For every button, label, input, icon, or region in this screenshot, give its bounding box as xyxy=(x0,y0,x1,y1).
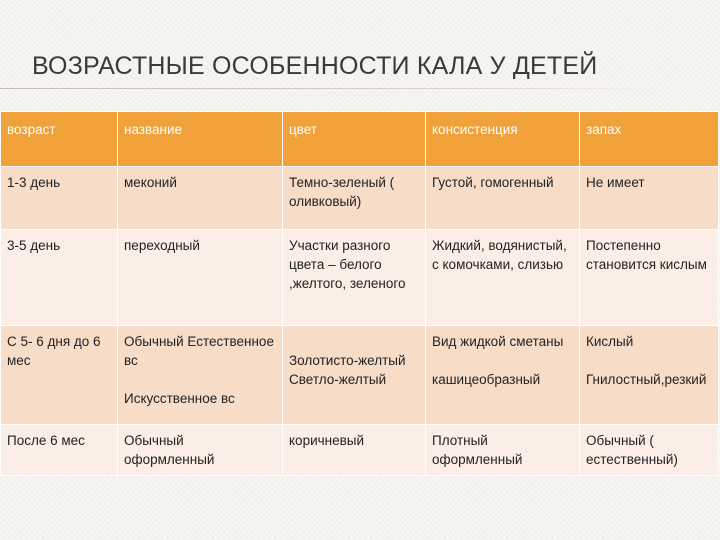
cell-color: коричневый xyxy=(283,425,426,476)
cell-smell-putrid: Гнилостный,резкий xyxy=(586,372,707,387)
cell-consistency: Жидкий, водянистый, с комочками, слизью xyxy=(426,230,580,326)
cell-smell xyxy=(580,326,719,425)
table-header-row xyxy=(1,112,719,167)
cell-consistency: Густой, гомогенный xyxy=(426,167,580,230)
cell-consistency: Плотный оформленный xyxy=(426,425,580,476)
cell-smell: Постепенно становится кислым xyxy=(580,230,719,326)
cell-name: переходный xyxy=(118,230,283,326)
cell-color: Участки разного цвета – белого ,желтого, зеленого xyxy=(283,230,426,326)
cell-smell-sour: Кислый xyxy=(586,334,634,349)
cell-color-light: Светло-желтый xyxy=(289,372,387,387)
cell-color: Темно-зеленый ( оливковый) xyxy=(283,167,426,230)
cell-consistency xyxy=(426,326,580,425)
cell-smell: Обычный ( естественный) xyxy=(580,425,719,476)
cell-consistency-cream: Вид жидкой сметаны xyxy=(432,334,564,349)
cell-age: С 5- 6 дня до 6 мес xyxy=(1,326,118,425)
cell-smell: Не имеет xyxy=(580,167,719,230)
cell-name: Обычный оформленный xyxy=(118,425,283,476)
header-color: цвет xyxy=(283,112,426,167)
table-row xyxy=(1,230,719,326)
cell-name-natural: Обычный Естественное вс xyxy=(124,334,274,368)
cell-color xyxy=(283,326,426,425)
cell-name: меконий xyxy=(118,167,283,230)
cell-color-golden: Золотисто-желтый xyxy=(289,353,406,368)
stool-features-table xyxy=(0,111,719,476)
header-smell: запах xyxy=(580,112,719,167)
title-underline xyxy=(0,88,660,89)
cell-age: После 6 мес xyxy=(1,425,118,476)
cell-age: 3-5 день xyxy=(1,230,118,326)
cell-name xyxy=(118,326,283,425)
cell-consistency-mushy: кашицеобразный xyxy=(432,372,541,387)
header-name: название xyxy=(118,112,283,167)
header-age: возраст xyxy=(1,112,118,167)
cell-age: 1-3 день xyxy=(1,167,118,230)
header-consistency: консистенция xyxy=(426,112,580,167)
table-row xyxy=(1,167,719,230)
table-row xyxy=(1,326,719,425)
slide-title: ВОЗРАСТНЫЕ ОСОБЕННОСТИ КАЛА У ДЕТЕЙ xyxy=(32,52,598,80)
table-row xyxy=(1,425,719,476)
cell-name-artificial: Искусственное вс xyxy=(124,391,235,406)
